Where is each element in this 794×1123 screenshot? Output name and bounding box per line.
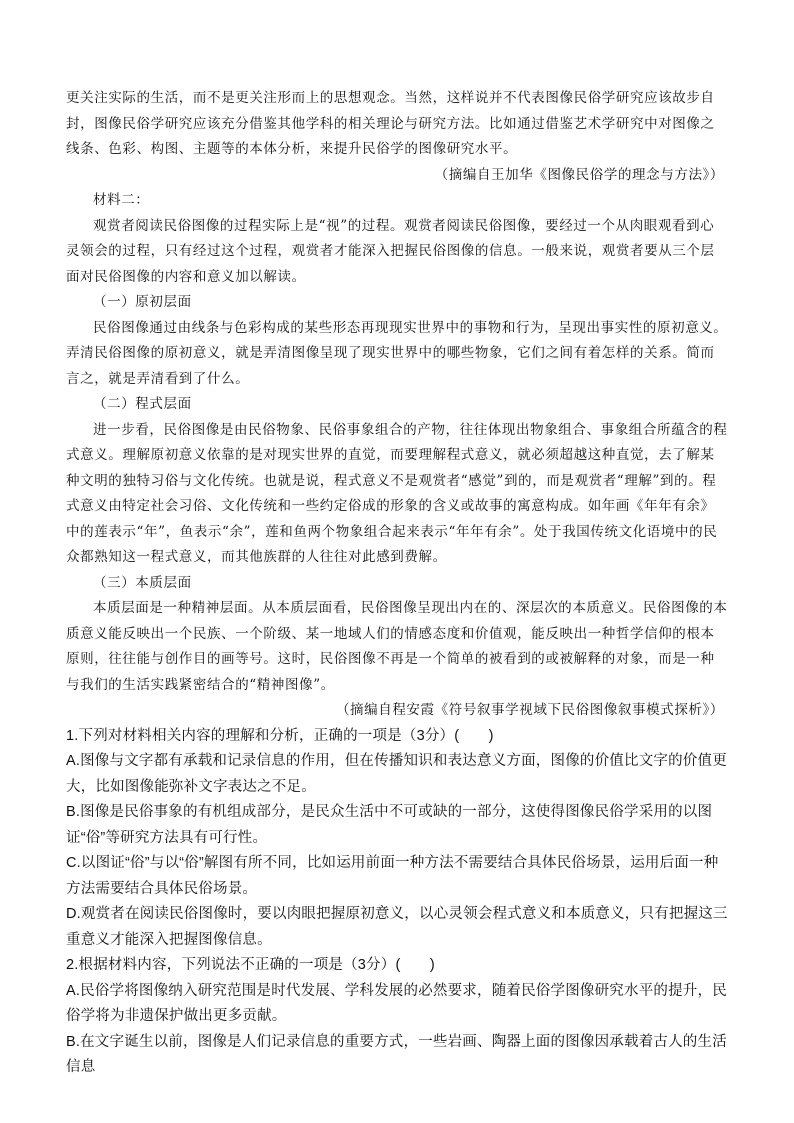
question-1 (66, 724, 728, 954)
section1-text: 民俗图像通过由线条与色彩构成的某些形态再现现实世界中的事物和行为，呈现出事实性的原初意义。弄清民俗图像的原初意义，就是弄清图像呈现了现实世界中的哪些物象，它们之间有着怎样的关系。简而言之，就是弄清看到了什么。 (66, 319, 728, 387)
question-2 (66, 953, 728, 1081)
material2-source: （摘编自程安霞《符号叙事学视域下民俗图像叙事模式探析》） (335, 702, 724, 718)
question-2-stem: 2.根据材料内容，下列说法不正确的一项是（3分）( ) (66, 957, 435, 973)
question-2-option-a: A.民俗学将图像纳入研究范围是时代发展、学科发展的必然要求，随着民俗学图像研究水平的提升，民俗学将为非遗保护做出更多贡献。 (66, 982, 727, 1024)
material1-tail-paragraph: 更关注实际的生活，而不是更关注形而上的思想观念。当然，这样说并不代表图像民俗学研究应该故步自封，图像民俗学研究应该充分借鉴其他学科的相关理论与研究方法。比如通过借鉴艺术学研究中对图像之线条、色彩、构图、主题等的本体分析，来提升民俗学的图像研究水平。 (66, 90, 715, 157)
section3-text: 本质层面是一种精神层面。从本质层面看，民俗图像呈现出内在的、深层次的本质意义。民俗图像的本质意义能反映出一个民族、一个阶级、某一地域人们的情感态度和价值观，能反映出一种哲学信仰的根本原则，往往能与创作目的画等号。这时，民俗图像不再是一个简单的被看到的或被解释的对象，而是一种与我们的生活实践紧密结合的“精神图像”。 (66, 600, 728, 693)
question-1-option-c: C.以图证“俗”与以“俗”解图有所不同，比如运用前面一种方法不需要结合具体民俗场景，运用后面一种方法需要结合具体民俗场景。 (66, 855, 719, 897)
section2-text: 进一步看，民俗图像是由民俗物象、民俗事象组合的产物，往往体现出物象组合、事象组合所蕴含的程式意义。理解原初意义依靠的是对现实世界的直觉，而要理解程式意义，就必须超越这种直觉，去了解某种文明的独特习俗与文化传统。也就是说，程式意义不是观赏者“感觉”到的，而是观赏者“理解”到的。程式意义由特定社会习俗、文化传统和一些约定俗成的形象的含义或故事的寓意构成。如年画《年年有余》中的莲表示“年”，鱼表示“余”，莲和鱼两个物象组合起来表示“年年有余”。处于我国传统文化语境中的民众都熟知这一程式意义，而其他族群的人往往对此感到费解。 (66, 421, 728, 565)
question-1-option-d: D.观赏者在阅读民俗图像时，要以肉眼把握原初意义，以心灵领会程式意义和本质意义，只有把握这三重意义才能深入把握图像信息。 (66, 906, 728, 948)
question-1-option-a: A.图像与文字都有承载和记录信息的作用，但在传播知识和表达意义方面，图像的价值比文字的价值更大，比如图像能弥补文字表达之不足。 (66, 753, 727, 795)
section2-title: （二）程式层面 (93, 396, 192, 412)
section3-title: （三）本质层面 (93, 574, 192, 591)
material2-heading: 材料二： (93, 192, 150, 208)
section1-title: （一）原初层面 (93, 294, 192, 310)
question-1-stem: 1.下列对材料相关内容的理解和分析，正确的一项是（3分）( ) (66, 727, 494, 744)
material1-source: （摘编自王加华《图像民俗学的理念与方法》） (434, 166, 724, 183)
question-1-option-b: B.图像是民俗事象的有机组成部分，是民众生活中不可或缺的一部分，这使得图像民俗学采用的以图证“俗”等研究方法具有可行性。 (66, 804, 713, 846)
material2-intro: 观赏者阅读民俗图像的过程实际上是“视”的过程。观赏者阅读民俗图像，要经过一个从肉眼观看到心灵领会的过程，只有经过这个过程，观赏者才能深入把握民俗图像的信息。一般来说，观赏者要从三个层面对民俗图像的内容和意义加以解读。 (66, 217, 715, 285)
question-2-option-b: B.在文字诞生以前，图像是人们记录信息的重要方式，一些岩画、陶器上面的图像因承载着古人的生活信息 (66, 1033, 727, 1075)
